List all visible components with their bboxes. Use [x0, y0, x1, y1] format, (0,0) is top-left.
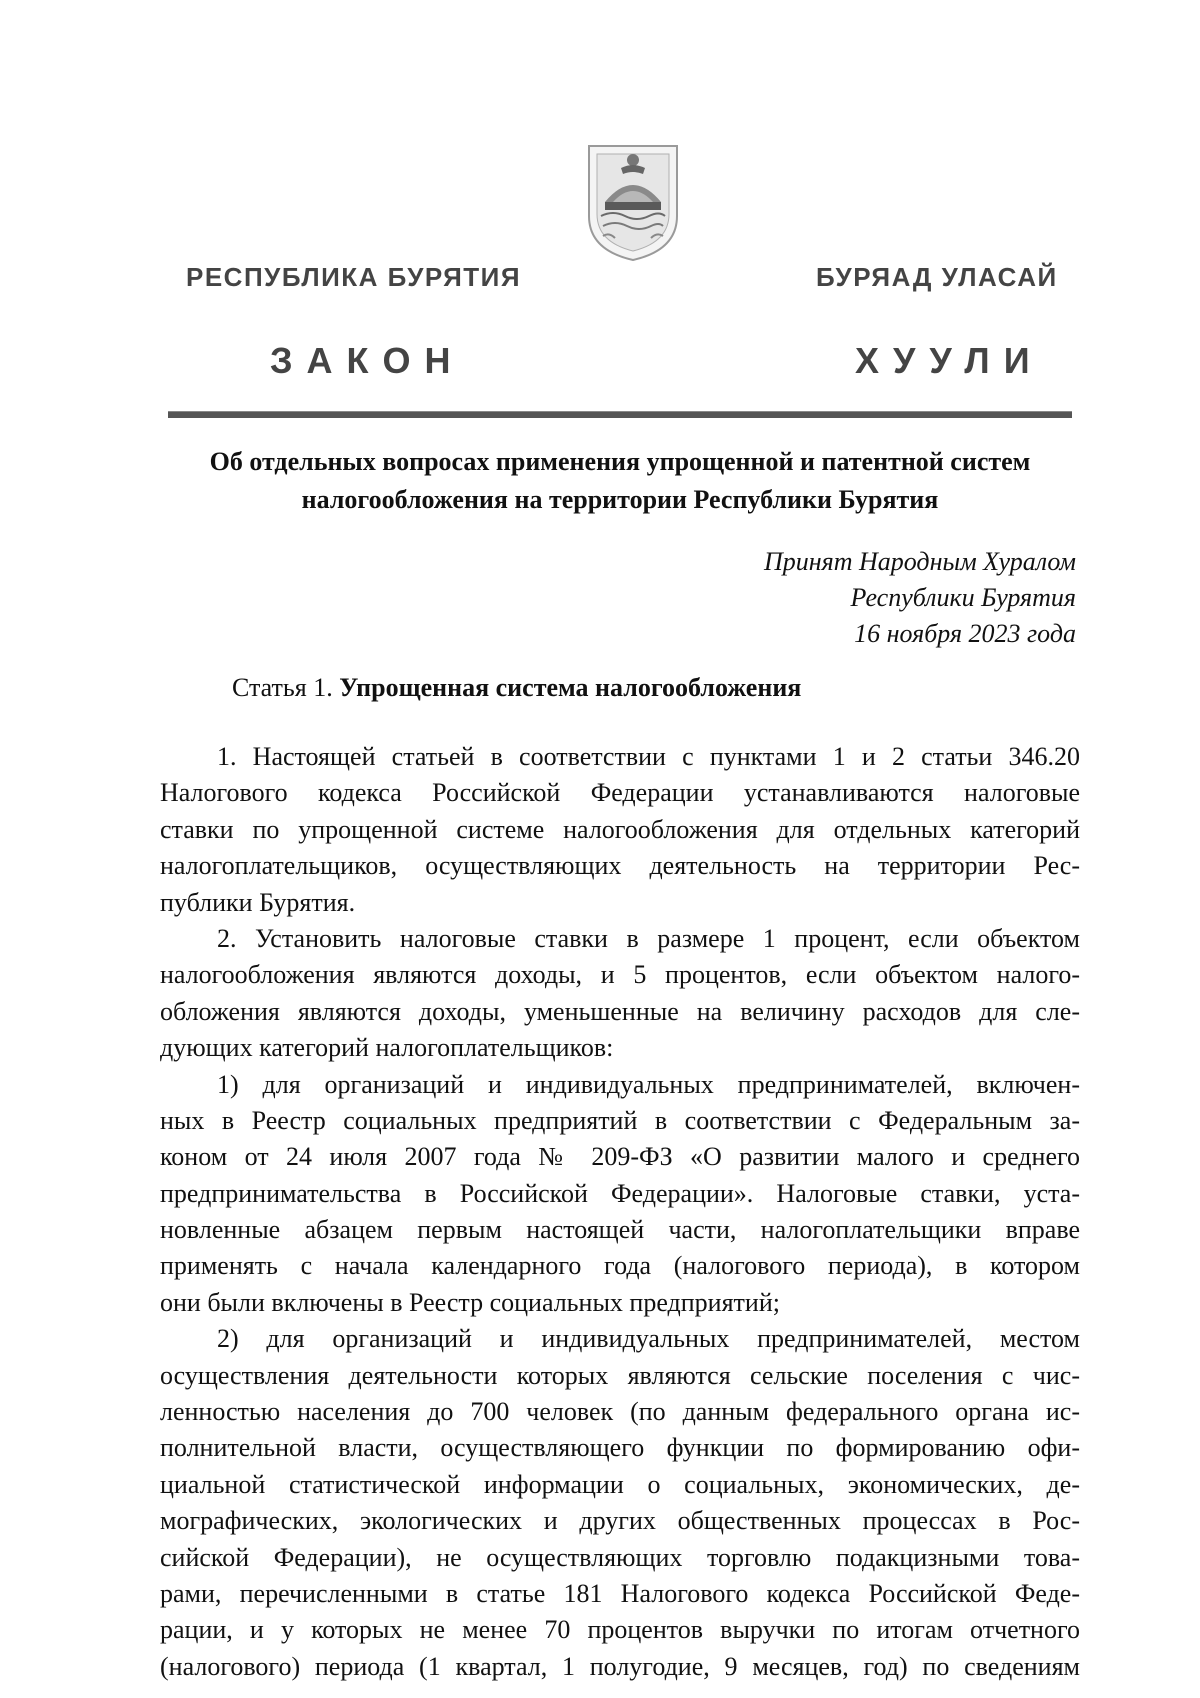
article-title: Упрощенная система налогообложения [339, 673, 802, 702]
text-line: рации, и у которых не менее 70 процентов выручки по итогам отчетного [160, 1615, 1080, 1645]
text-line: 2. Установить налоговые ставки в размере 1 процент, если объектом [217, 923, 1080, 953]
text-line: ленностью населения до 700 человек (по данным федерального органа ис- [160, 1397, 1080, 1427]
text-line: полнительной власти, осуществляющего функции по формированию офи- [160, 1433, 1080, 1463]
paragraph [160, 739, 1080, 921]
text-line: они были включены в Реестр социальных предприятий; [160, 1287, 780, 1317]
text-line: налогоплательщиков, осуществляющих деятельность на территории Рес- [160, 851, 1080, 881]
text-line: применять с начала календарного года (налогового периода), в котором [160, 1251, 1080, 1281]
text-line: новленные абзацем первым настоящей части, налогоплательщики вправе [160, 1215, 1080, 1245]
paragraph [160, 1321, 1080, 1685]
law-title-line: Об отдельных вопросах применения упрощенной и патентной систем [209, 447, 1031, 476]
text-line: осуществления деятельности которых являются сельские поселения с чис- [160, 1360, 1080, 1390]
text-line: ставки по упрощенной системе налогообложения для отдельных категорий [160, 814, 1080, 844]
adoption-line: Республики Бурятия [850, 583, 1076, 612]
adoption-note [764, 544, 1076, 652]
republic-name-buryat: БУРЯАД УЛАСАЙ [816, 262, 1058, 292]
adoption-date: 16 ноября 2023 года [854, 619, 1076, 648]
text-line: коном от 24 июля 2007 года № 209-ФЗ «О развитии малого и среднего [160, 1142, 1080, 1172]
document-type-buryat: ХУУЛИ [855, 340, 1044, 381]
text-line: сийской Федерации), не осуществляющих торговлю подакцизными това- [160, 1542, 1080, 1572]
paragraph [160, 921, 1080, 1067]
document-type-russian: ЗАКОН [270, 340, 465, 381]
text-line: 1. Настоящей статьей в соответствии с пунктами 1 и 2 статьи 346.20 [217, 742, 1080, 771]
text-line: рами, перечисленными в статье 181 Налогового кодекса Российской Феде- [160, 1578, 1080, 1608]
text-line: циальной статистической информации о социальных, экономических, де- [160, 1469, 1080, 1499]
article-body [160, 739, 1080, 1685]
text-line: (налогового) периода (1 квартал, 1 полугодие, 9 месяцев, год) по сведениям [160, 1651, 1080, 1681]
text-line: дующих категорий налогоплательщиков: [160, 1033, 614, 1063]
text-line: обложения являются доходы, уменьшенные на величину расходов для сле- [160, 996, 1080, 1026]
article-heading [232, 673, 801, 703]
text-line: 2) для организаций и индивидуальных предпринимателей, местом [217, 1324, 1080, 1354]
republic-name-russian: РЕСПУБЛИКА БУРЯТИЯ [186, 262, 522, 292]
law-title [160, 443, 1080, 519]
law-title-line: налогообложения на территории Республики Бурятия [301, 485, 939, 514]
text-line: мографических, экологических и других общественных процессах в Рос- [160, 1506, 1080, 1536]
header-divider [168, 411, 1072, 418]
article-number: Статья 1. [232, 673, 333, 702]
coat-of-arms-icon [583, 138, 683, 264]
paragraph [160, 1067, 1080, 1322]
adoption-line: Принят Народным Хуралом [763, 547, 1076, 576]
text-line: Налогового кодекса Российской Федерации устанавливаются налоговые [160, 778, 1080, 808]
text-line: налогообложения являются доходы, и 5 процентов, если объектом налого- [160, 960, 1080, 990]
text-line: предпринимательства в Российской Федерации». Налоговые ставки, уста- [160, 1178, 1080, 1208]
text-line: 1) для организаций и индивидуальных предпринимателей, включен- [217, 1069, 1080, 1099]
text-line: публики Бурятия. [160, 887, 356, 917]
text-line: ных в Реестр социальных предприятий в соответствии с Федеральным за- [160, 1105, 1080, 1135]
